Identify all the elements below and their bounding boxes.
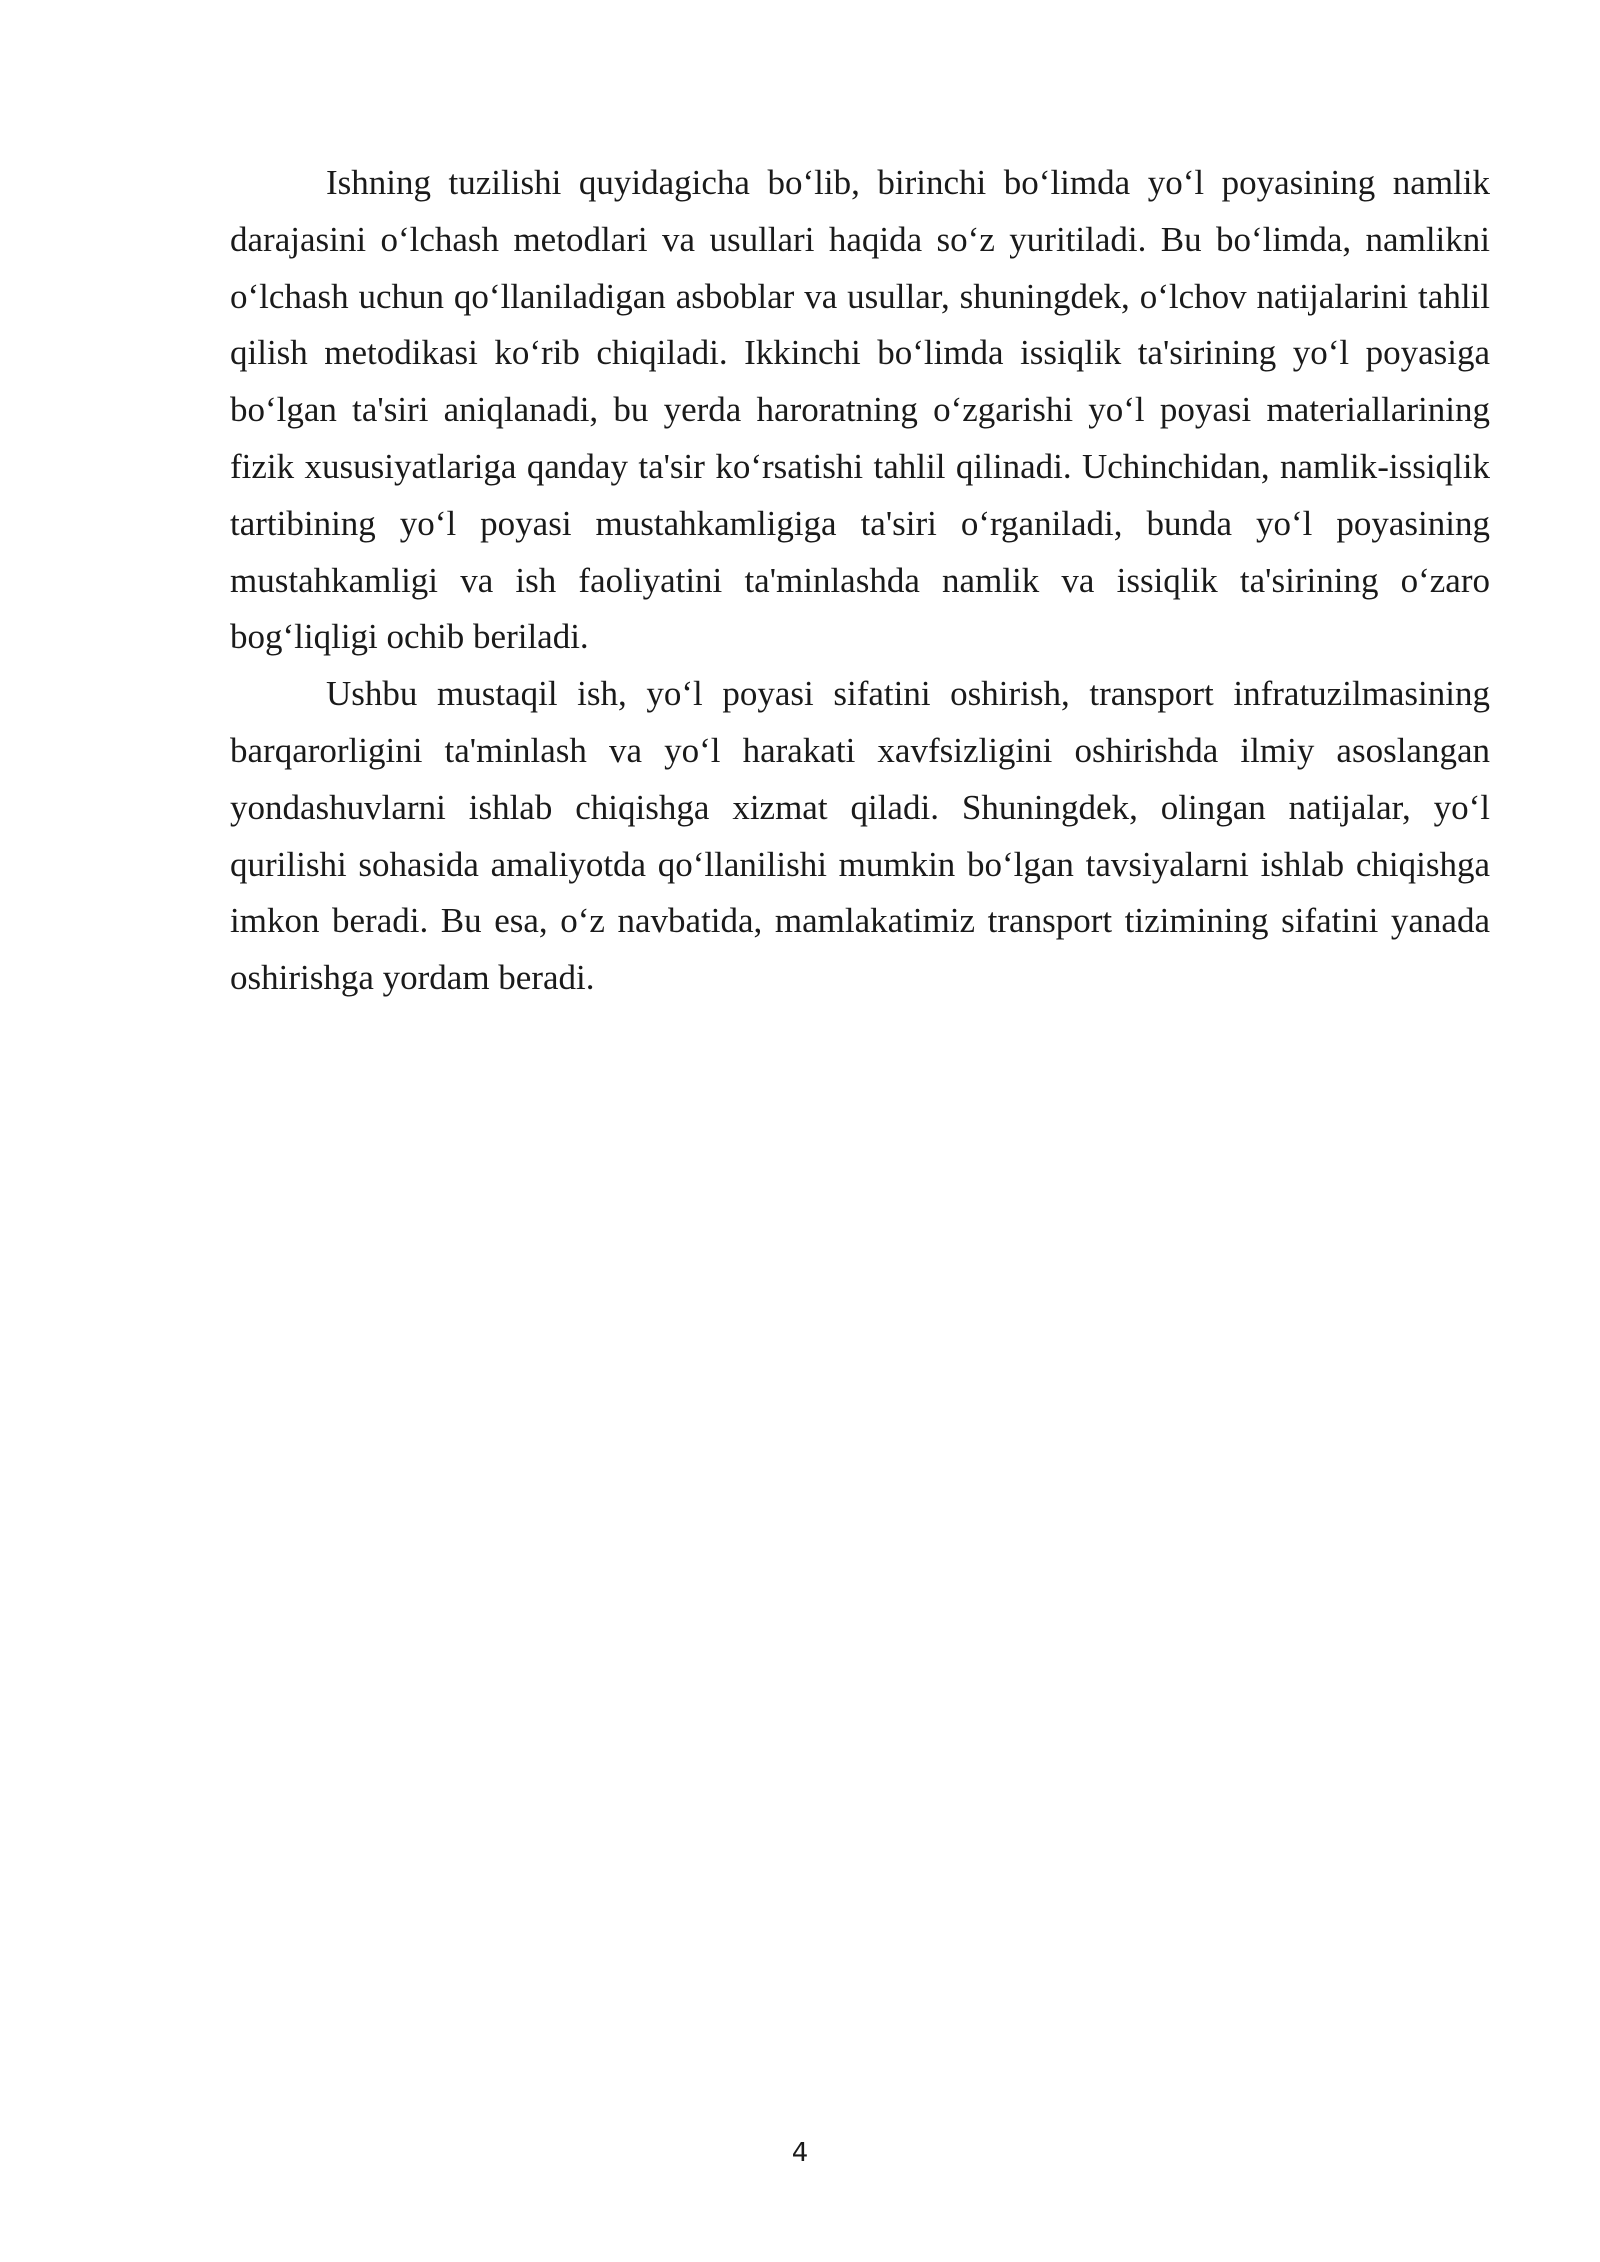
paragraph-work-purpose: Ushbu mustaqil ish, yo‘l poyasi sifatini oshirish, transport infratuzilmasining barqarorligini ta'minlash va yo‘l harakati xavfsizligini oshirishda ilmiy asoslangan yondashuvlarni ishlab chiqishga xizmat qiladi. Shuningdek, olingan natijalar, yo‘l qurilishi sohasida amaliyotda qo‘llanilishi mumkin bo‘lgan tavsiyalarni ishlab chiqishga imkon beradi. Bu esa, o‘z navbatida, mamlakatimiz transport tizimining sifatini yanada oshirishga yordam beradi.	[230, 674, 1490, 998]
page-number: 4	[791, 2138, 809, 2168]
paragraph-structure-overview: Ishning tuzilishi quyidagicha bo‘lib, birinchi bo‘limda yo‘l poyasining namlik darajasini o‘lchash metodlari va usullari haqida so‘z yuritiladi. Bu bo‘limda, namlikni o‘lchash uchun qo‘llaniladigan asboblar va usullar, shuningdek, o‘lchov natijalarini tahlil qilish metodikasi ko‘rib chiqiladi. Ikkinchi bo‘limda issiqlik ta'sirining yo‘l poyasiga bo‘lgan ta'siri aniqlanadi, bu yerda haroratning o‘zgarishi yo‘l poyasi materiallarining fizik xususiyatlariga qanday ta'sir ko‘rsatishi tahlil qilinadi. Uchinchidan, namlik-issiqlik tartibining yo‘l poyasi mustahkamligiga ta'siri o‘rganiladi, bunda yo‘l poyasining mustahkamligi va ish faoliyatini ta'minlashda namlik va issiqlik ta'sirining o‘zaro bog‘liqligi ochib beriladi.	[230, 163, 1490, 657]
page-body	[230, 155, 1490, 1007]
